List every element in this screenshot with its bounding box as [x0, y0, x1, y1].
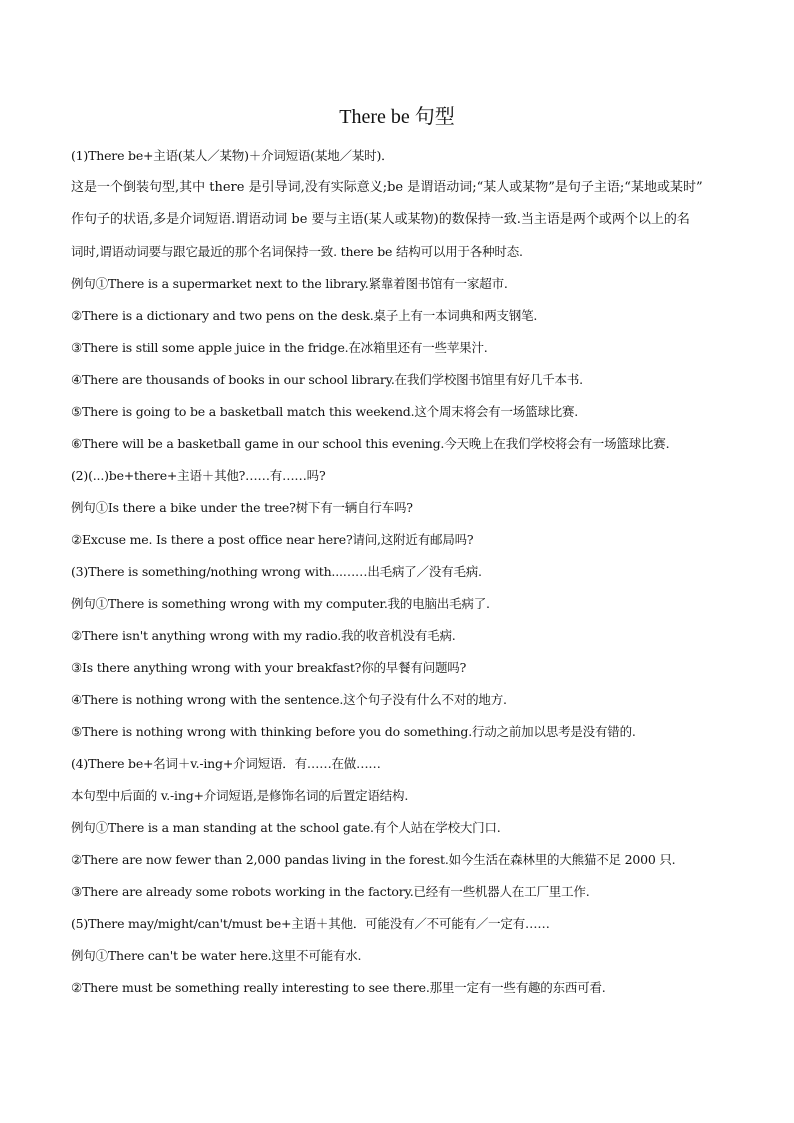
- document-title: There be 句型: [339, 106, 455, 128]
- text-line-19: ⑤There is nothing wrong with thinking before you do something.行动之前加以思考是没有错的.: [71, 724, 636, 739]
- text-line-10: ⑥There will be a basketball game in our school this evening.今天晚上在我们学校将会有一场篮球比赛.: [71, 436, 670, 451]
- text-line-24: ③There are already some robots working in the factory.已经有一些机器人在工厂里工作.: [71, 884, 590, 899]
- text-line-20: (4)There be+名词＋v.-ing+介词短语．有……在做……: [71, 756, 381, 771]
- text-line-9: ⑤There is going to be a basketball match this weekend.这个周末将会有一场篮球比赛.: [71, 404, 579, 419]
- text-line-27: ②There must be something really interesting to see there.那里一定有一些有趣的东西可看.: [71, 980, 606, 995]
- document-body: [71, 140, 731, 1004]
- text-line-2: 这是一个倒装句型,其中 there 是引导词,没有实际意义;be 是谓语动词;“某人或某物”是句子主语;“某地或某时”: [71, 180, 703, 195]
- text-line-11: (2)(...)be+there+主语＋其他?……有……吗?: [71, 468, 326, 483]
- text-line-25: (5)There may/might/can't/must be+主语＋其他．可能没有／不可能有／一定有……: [71, 916, 550, 931]
- text-line-21: 本句型中后面的 v.-ing+介词短语,是修饰名词的后置定语结构.: [71, 788, 409, 803]
- text-line-17: ③Is there anything wrong with your breakfast?你的早餐有问题吗?: [71, 660, 467, 675]
- text-line-16: ②There isn't anything wrong with my radio.我的收音机没有毛病.: [71, 628, 456, 643]
- text-line-13: ②Excuse me. Is there a post office near here?请问,这附近有邮局吗?: [71, 532, 474, 547]
- text-line-6: ②There is a dictionary and two pens on the desk.桌子上有一本词典和两支钢笔.: [71, 308, 538, 323]
- text-line-1: (1)There be+主语(某人／某物)＋介词短语(某地／某时)．: [71, 148, 394, 163]
- text-line-8: ④There are thousands of books in our school library.在我们学校图书馆里有好几千本书.: [71, 372, 583, 387]
- text-line-22: 例句①There is a man standing at the school gate.有个人站在学校大门口.: [71, 820, 501, 835]
- text-line-15: 例句①There is something wrong with my computer.我的电脑出毛病了.: [71, 596, 490, 611]
- text-line-23: ②There are now fewer than 2,000 pandas living in the forest.如今生活在森林里的大熊猫不足 2000 只.: [71, 852, 676, 867]
- text-line-12: 例句①Is there a bike under the tree?树下有一辆自行车吗?: [71, 500, 413, 515]
- text-line-7: ③There is still some apple juice in the fridge.在冰箱里还有一些苹果汁.: [71, 340, 488, 355]
- text-line-18: ④There is nothing wrong with the sentence.这个句子没有什么不对的地方.: [71, 692, 507, 707]
- text-line-3: 作句子的状语,多是介词短语.谓语动词 be 要与主语(某人或某物)的数保持一致.当主语是两个或两个以上的名: [71, 212, 690, 227]
- text-line-4: 词时,谓语动词要与跟它最近的那个名词保持一致. there be 结构可以用于各种时态.: [71, 244, 523, 259]
- text-line-26: 例句①There can't be water here.这里不可能有水.: [71, 948, 362, 963]
- text-line-5: 例句①There is a supermarket next to the library.紧靠着图书馆有一家超市.: [71, 276, 508, 291]
- text-line-14: (3)There is something/nothing wrong with...……出毛病了／没有毛病.: [71, 564, 482, 579]
